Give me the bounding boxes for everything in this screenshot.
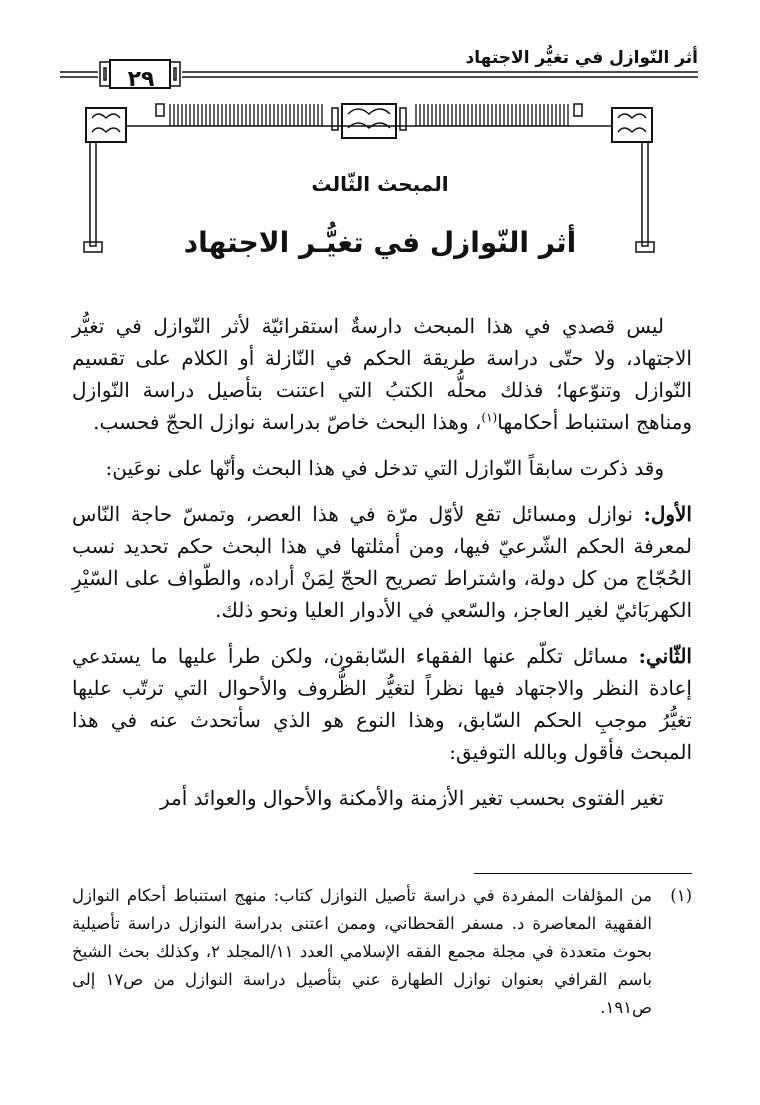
running-header bbox=[60, 40, 698, 90]
footnote-number: (١) bbox=[670, 886, 692, 905]
types-intro-paragraph: وقد ذكرت سابقاً النّوازل التي تدخل في هذا البحث وأنّها على نوعَين: bbox=[105, 456, 664, 480]
second-type-lead: الثّاني: bbox=[638, 644, 692, 668]
page-number: ٢٩ bbox=[127, 67, 155, 92]
second-type-paragraph bbox=[72, 640, 692, 768]
first-type-text: نوازل ومسائل تقع لأوّل مرّة في هذا العصر، وتمسّ حاجة النّاس لمعرفة الحكم الشّرعيّ فيها، ومن أمثلتها في هذا البحث حكم تحديد نسب الحُجّاج من كل دولة، واشتراط تصريح الحجّ لِمَنْ أراده، والطّواف على السّيْرِ الكهربَائيّ لغير العاجز، والسّعي في الأدوار العليا ونحو ذلك. bbox=[72, 502, 692, 622]
section-label: المبحث الثّالث bbox=[311, 172, 449, 196]
footnote bbox=[72, 882, 692, 1022]
first-type-paragraph bbox=[72, 498, 692, 626]
chapter-title: أثر النّوازل في تغيُّـر الاجتهاد bbox=[183, 226, 577, 259]
second-type-text: مسائل تكلّم عنها الفقهاء السّابقون، ولكن طرأ عليها ما يستدعي إعادة النظر والاجتهاد فيها نظراً لتغيُّر الظُّروف والأحوال التي ترتّب عليها تغيُّرُ موجبِ الحكم السّابق، وهذا النوع هو الذي سأتحدث عنه في هذا المبحث فأقول وبالله التوفيق: bbox=[72, 644, 692, 764]
closing-line: تغير الفتوى بحسب تغير الأزمنة والأمكنة والأحوال والعوائد أمر bbox=[159, 786, 664, 810]
footnote-text: من المؤلفات المفردة في دراسة تأصيل النوازل كتاب: منهج استنباط أحكام النوازل الفقهية المعاصرة د. مسفر القحطاني، وممن اعتنى بدراسة النوازل دراسة تأصيلية بحوث متعددة في مجلة مجمع الفقه الإسلامي العدد ١١/المجلد ٢، وكذلك بحث الشيخ باسم القرافي بعنوان نوازل الطهارة عني بتأصيل دراسة النوازل من ص١٧ إلى ص١٩١. bbox=[72, 886, 653, 1017]
intro-text: ليس قصدي في هذا المبحث دارسةٌ استقرائيّة لأثر النّوازل في تغيُّر الاجتهاد، ولا حتّى دراسة طريقة الحكم في النّازلة أو الكلام على تقسيم النّوازل وتنوّعها؛ فذلك محلُّه الكتبُ التي اعتنت بتأصيل دراسة النّوازل ومناهج استنباط أحكامها bbox=[72, 314, 692, 434]
running-title: أثر النّوازل في تغيُّر الاجتهاد bbox=[465, 48, 698, 68]
intro-text-end: ، وهذا البحث خاصّ بدراسة نوازل الحجّ فحسب. bbox=[93, 410, 482, 434]
first-type-lead: الأول: bbox=[643, 502, 692, 526]
footnote-divider bbox=[474, 873, 692, 874]
footnote-marker: (١) bbox=[481, 410, 498, 425]
intro-paragraph bbox=[72, 310, 692, 438]
body-text bbox=[72, 310, 692, 814]
